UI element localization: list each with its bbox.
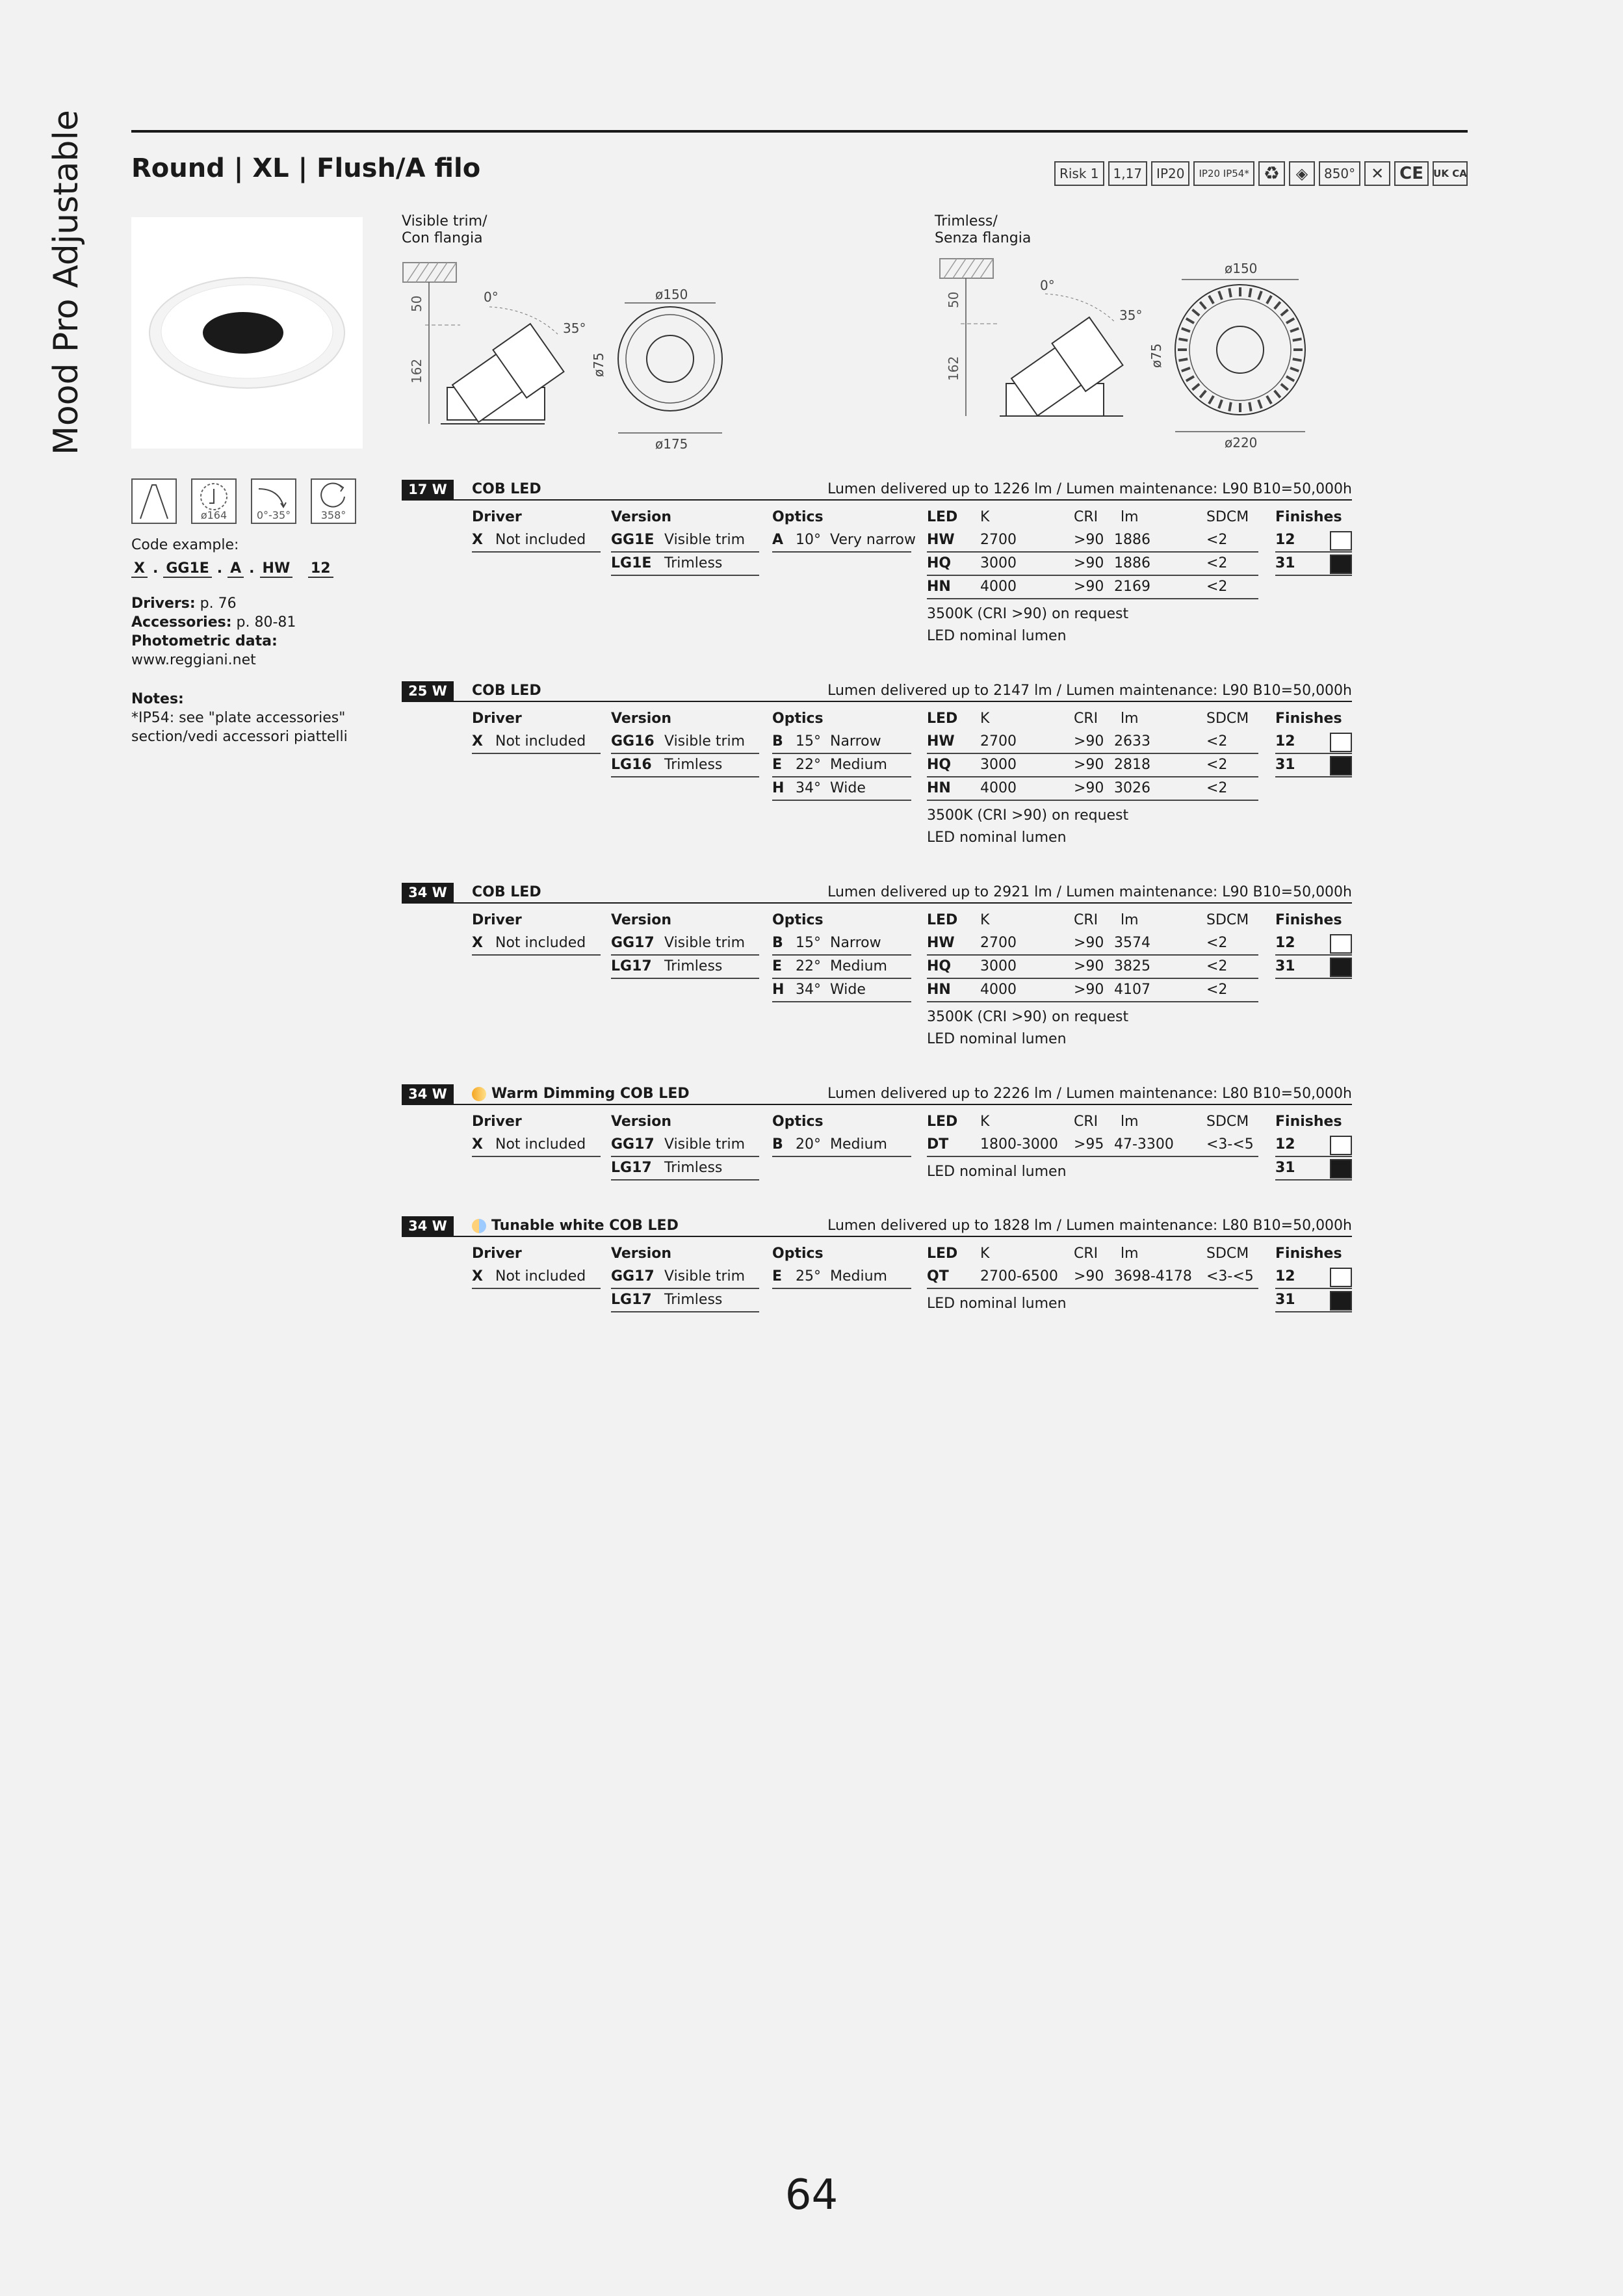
finish-row: 31 (1275, 754, 1352, 777)
photometric-link[interactable]: www.reggiani.net (131, 652, 256, 668)
weight-badge: 1,17 (1108, 161, 1148, 186)
diagram-visible-trim (402, 254, 753, 455)
heatsink-rib (1219, 400, 1222, 408)
driver-column (472, 506, 601, 553)
diagram-visible-trim-label: Visible trim/ Con flangia (402, 213, 487, 246)
column-header: Driver (472, 1114, 522, 1130)
section-header (402, 1084, 1352, 1105)
driver-row: X Not included (472, 1134, 601, 1157)
optics-row: E 25° Medium (772, 1266, 911, 1289)
led-type: COB LED (472, 884, 541, 900)
driver-row: X Not included (472, 1266, 601, 1289)
led-row: HQ 3000 >90 1886 <2 (927, 553, 1258, 576)
finish-swatch (1330, 1291, 1352, 1311)
led-row: QT 2700-6500 >90 3698-4178 <3-<5 (927, 1266, 1258, 1289)
column-header: Finishes (1275, 509, 1342, 525)
product-section (402, 1084, 1352, 1180)
dim-height: 162 (946, 356, 961, 381)
finish-swatch (1330, 554, 1352, 574)
led-type: Tunable white COB LED (472, 1216, 679, 1236)
optics-column (772, 707, 911, 801)
column-header: Driver (472, 912, 522, 928)
column-header: Optics (772, 509, 824, 525)
driver-column (472, 909, 601, 956)
heatsink-rib (1200, 391, 1206, 398)
led-column (927, 707, 1258, 849)
driver-column (472, 1242, 601, 1289)
column-header: Optics (772, 711, 824, 727)
section-header (402, 883, 1352, 904)
optics-column (772, 909, 911, 1002)
heatsink-rib (1182, 368, 1190, 371)
heatsink-rib (1200, 302, 1206, 309)
notes-line: *IP54: see "plate accessories" (131, 710, 346, 726)
no-cover-icon: ✕ (1364, 161, 1390, 186)
column-header: Driver (472, 509, 522, 525)
finish-row: 12 (1275, 1134, 1352, 1157)
led-header: LED K CRI lm SDCM (927, 711, 1249, 727)
ukca-badge: UK CA (1433, 161, 1468, 186)
driver-icon: ◈ (1289, 161, 1315, 186)
heatsink-rib (1293, 359, 1302, 360)
led-note: 3500K (CRI >90) on request (927, 807, 1129, 824)
finish-row: 31 (1275, 1289, 1352, 1312)
code-part: A (227, 560, 244, 578)
led-row: HN 4000 >90 2169 <2 (927, 576, 1258, 599)
column-header: Version (611, 711, 672, 727)
heatsink-rib (1186, 319, 1194, 323)
finishes-column (1275, 909, 1352, 979)
finishes-column (1275, 707, 1352, 777)
version-column (611, 1110, 759, 1181)
led-header: LED K CRI lm SDCM (927, 1114, 1249, 1130)
led-note: 3500K (CRI >90) on request (927, 606, 1129, 622)
finish-row: 31 (1275, 1157, 1352, 1181)
driver-row: X Not included (472, 932, 601, 956)
led-header: LED K CRI lm SDCM (927, 1246, 1249, 1262)
heatsink-rib (1286, 319, 1294, 323)
heatsink-rib (1281, 384, 1288, 390)
temperature-badge: 850° (1319, 161, 1360, 186)
version-row: LG17 Trimless (611, 1289, 759, 1312)
ip54-badge: IP20 IP54* (1193, 161, 1254, 186)
risk-badge: Risk 1 (1054, 161, 1104, 186)
finishes-column (1275, 1110, 1352, 1181)
dim-inner-diameter: ø150 (1225, 261, 1258, 276)
dim-inner-diameter: ø150 (655, 287, 688, 302)
led-row: HW 2700 >90 2633 <2 (927, 731, 1258, 754)
optics-row: B 15° Narrow (772, 731, 911, 754)
led-note: LED nominal lumen (927, 1164, 1067, 1180)
finish-swatch (1330, 733, 1352, 752)
cutout-icon: ø164 (191, 478, 237, 524)
dim-height-top: 50 (409, 295, 424, 312)
dim-outer-diameter: ø220 (1225, 435, 1258, 450)
optics-column (772, 1242, 911, 1289)
version-row: LG17 Trimless (611, 1157, 759, 1181)
product-photo (131, 217, 363, 449)
led-type: Warm Dimming COB LED (472, 1084, 690, 1104)
code-part: HW (260, 560, 293, 578)
code-part: 12 (308, 560, 333, 578)
finish-row: 12 (1275, 529, 1352, 553)
heatsink-rib (1258, 291, 1262, 300)
recycle-icon: ♻ (1258, 161, 1285, 186)
version-row: GG1E Visible trim (611, 529, 759, 553)
led-column (927, 1110, 1258, 1183)
ip20-badge: IP20 (1151, 161, 1189, 186)
finish-swatch (1330, 934, 1352, 954)
finish-row: 31 (1275, 553, 1352, 576)
tilt-icon: 0°-35° (251, 478, 296, 524)
column-header: Driver (472, 711, 522, 727)
angle-35-label: 35° (563, 320, 586, 336)
lumen-info: Lumen delivered up to 2147 lm / Lumen maintenance: L90 B10=50,000h (827, 683, 1352, 699)
optics-row: E 22° Medium (772, 754, 911, 777)
version-column (611, 909, 759, 979)
led-column (927, 506, 1258, 647)
led-column (927, 909, 1258, 1050)
heatsink-rib (1258, 400, 1262, 408)
led-note: LED nominal lumen (927, 1296, 1067, 1312)
certification-icons (1054, 161, 1468, 189)
heatsink-rib (1178, 359, 1188, 360)
column-header: Finishes (1275, 912, 1342, 928)
optics-row: E 22° Medium (772, 956, 911, 979)
optics-row: B 15° Narrow (772, 932, 911, 956)
version-row: GG17 Visible trim (611, 1266, 759, 1289)
heatsink-rib (1249, 288, 1251, 297)
heatsink-rib (1229, 288, 1230, 297)
heatsink-rib (1275, 391, 1280, 398)
diagram-trimless-label: Trimless/ Senza flangia (935, 213, 1032, 246)
code-example-label: Code example: (131, 537, 239, 553)
led-note: LED nominal lumen (927, 628, 1067, 644)
version-row: LG1E Trimless (611, 553, 759, 576)
optics-row: A 10° Very narrow (772, 529, 911, 553)
accessories-info: Accessories: p. 80-81 (131, 614, 296, 631)
heatsink-rib (1186, 376, 1194, 381)
driver-row: X Not included (472, 529, 601, 553)
lumen-info: Lumen delivered up to 2921 lm / Lumen maintenance: L90 B10=50,000h (827, 884, 1352, 900)
heatsink-rib (1286, 376, 1294, 381)
led-row: HW 2700 >90 3574 <2 (927, 932, 1258, 956)
dim-hole-diameter: ø75 (591, 352, 606, 377)
column-header: Version (611, 1246, 672, 1262)
finish-swatch (1330, 531, 1352, 551)
version-column (611, 1242, 759, 1312)
column-header: Optics (772, 912, 824, 928)
finish-row: 12 (1275, 932, 1352, 956)
feature-icons (131, 478, 356, 524)
optics-row: B 20° Medium (772, 1134, 911, 1157)
heatsink-rib (1192, 384, 1199, 390)
version-row: GG17 Visible trim (611, 1134, 759, 1157)
wattage-badge: 34 W (402, 883, 454, 902)
driver-column (472, 707, 601, 754)
finish-swatch (1330, 958, 1352, 977)
led-row: DT 1800-3000 >95 47-3300 <3-<5 (927, 1134, 1258, 1157)
heatsink-rib (1219, 291, 1222, 300)
finish-row: 31 (1275, 956, 1352, 979)
wattage-badge: 25 W (402, 681, 454, 701)
heatsink-rib (1209, 296, 1214, 304)
heatsink-rib (1249, 402, 1251, 411)
optics-column (772, 1110, 911, 1157)
dim-height-top: 50 (946, 291, 961, 308)
heatsink-rib (1209, 396, 1214, 404)
heatsink-rib (1178, 339, 1188, 340)
heatsink-rib (1192, 309, 1199, 315)
photometric-label: Photometric data: (131, 633, 278, 649)
led-header: LED K CRI lm SDCM (927, 912, 1249, 928)
led-note: 3500K (CRI >90) on request (927, 1009, 1129, 1025)
column-header: Finishes (1275, 1114, 1342, 1130)
finish-swatch (1330, 1136, 1352, 1155)
led-row: HN 4000 >90 4107 <2 (927, 979, 1258, 1002)
heatsink-rib (1293, 339, 1302, 340)
code-part: X (131, 560, 148, 578)
version-column (611, 707, 759, 777)
angle-0-label: 0° (484, 289, 499, 305)
heatsink-rib (1182, 328, 1190, 332)
ce-badge: CE (1394, 161, 1429, 186)
column-header: Finishes (1275, 1246, 1342, 1262)
finish-row: 12 (1275, 1266, 1352, 1289)
warm-dimming-icon (472, 1087, 486, 1101)
wattage-badge: 17 W (402, 480, 454, 499)
finish-swatch (1330, 756, 1352, 776)
led-row: HW 2700 >90 1886 <2 (927, 529, 1258, 553)
wattage-badge: 34 W (402, 1084, 454, 1104)
lumen-info: Lumen delivered up to 1828 lm / Lumen maintenance: L80 B10=50,000h (827, 1218, 1352, 1234)
column-header: Version (611, 912, 672, 928)
side-title: Mood Pro Adjustable (47, 110, 86, 455)
led-header: LED K CRI lm SDCM (927, 509, 1249, 525)
version-row: GG16 Visible trim (611, 731, 759, 754)
version-column (611, 506, 759, 576)
version-row: GG17 Visible trim (611, 932, 759, 956)
driver-row: X Not included (472, 731, 601, 754)
code-part: GG1E (163, 560, 211, 578)
led-row: HN 4000 >90 3026 <2 (927, 777, 1258, 801)
driver-column (472, 1110, 601, 1157)
heatsink-rib (1290, 368, 1299, 371)
page-number: 64 (785, 2171, 838, 2219)
wattage-badge: 34 W (402, 1216, 454, 1236)
column-header: Version (611, 509, 672, 525)
led-note: LED nominal lumen (927, 1031, 1067, 1047)
heatsink-rib (1229, 402, 1230, 411)
led-column (927, 1242, 1258, 1315)
led-type: COB LED (472, 683, 541, 699)
dim-height: 162 (409, 358, 424, 384)
notes-line: section/vedi accessori piattelli (131, 729, 348, 745)
code-example: X . GG1E . A . HW 12 (131, 560, 333, 578)
version-row: LG17 Trimless (611, 956, 759, 979)
product-section (402, 480, 1352, 644)
finish-swatch (1330, 1268, 1352, 1287)
led-note: LED nominal lumen (927, 829, 1067, 846)
beam-icon (131, 478, 177, 524)
lumen-info: Lumen delivered up to 1226 lm / Lumen maintenance: L90 B10=50,000h (827, 481, 1352, 497)
column-header: Optics (772, 1114, 824, 1130)
diagram-trimless (935, 254, 1325, 455)
heatsink-rib (1275, 302, 1280, 309)
column-header: Optics (772, 1246, 824, 1262)
rotation-icon: 358° (311, 478, 356, 524)
heatsink-rib (1290, 328, 1299, 332)
finish-row: 12 (1275, 731, 1352, 754)
optics-column (772, 506, 916, 553)
column-header: Driver (472, 1246, 522, 1262)
section-header (402, 480, 1352, 501)
led-type: COB LED (472, 481, 541, 497)
product-section (402, 681, 1352, 846)
angle-0-label: 0° (1040, 278, 1055, 293)
top-rule (131, 130, 1468, 133)
tunable-white-icon (472, 1219, 486, 1233)
heatsink-rib (1281, 309, 1288, 315)
led-row: HQ 3000 >90 2818 <2 (927, 754, 1258, 777)
page-title: Round | XL | Flush/A filo (131, 153, 481, 183)
notes-label: Notes: (131, 691, 184, 707)
angle-35-label: 35° (1119, 307, 1143, 323)
lumen-info: Lumen delivered up to 2226 lm / Lumen maintenance: L80 B10=50,000h (827, 1086, 1352, 1102)
optics-row: H 34° Wide (772, 979, 911, 1002)
drivers-info: Drivers: p. 76 (131, 595, 237, 612)
section-header (402, 681, 1352, 702)
dim-hole-diameter: ø75 (1149, 343, 1164, 368)
dim-outer-diameter: ø175 (655, 436, 688, 452)
version-row: LG16 Trimless (611, 754, 759, 777)
finishes-column (1275, 1242, 1352, 1312)
column-header: Version (611, 1114, 672, 1130)
finish-swatch (1330, 1159, 1352, 1179)
heatsink-rib (1267, 396, 1271, 404)
product-section (402, 883, 1352, 1047)
finishes-column (1275, 506, 1352, 576)
section-header (402, 1216, 1352, 1237)
led-row: HQ 3000 >90 3825 <2 (927, 956, 1258, 979)
optics-row: H 34° Wide (772, 777, 911, 801)
heatsink-rib (1267, 296, 1271, 304)
product-section (402, 1216, 1352, 1312)
column-header: Finishes (1275, 711, 1342, 727)
